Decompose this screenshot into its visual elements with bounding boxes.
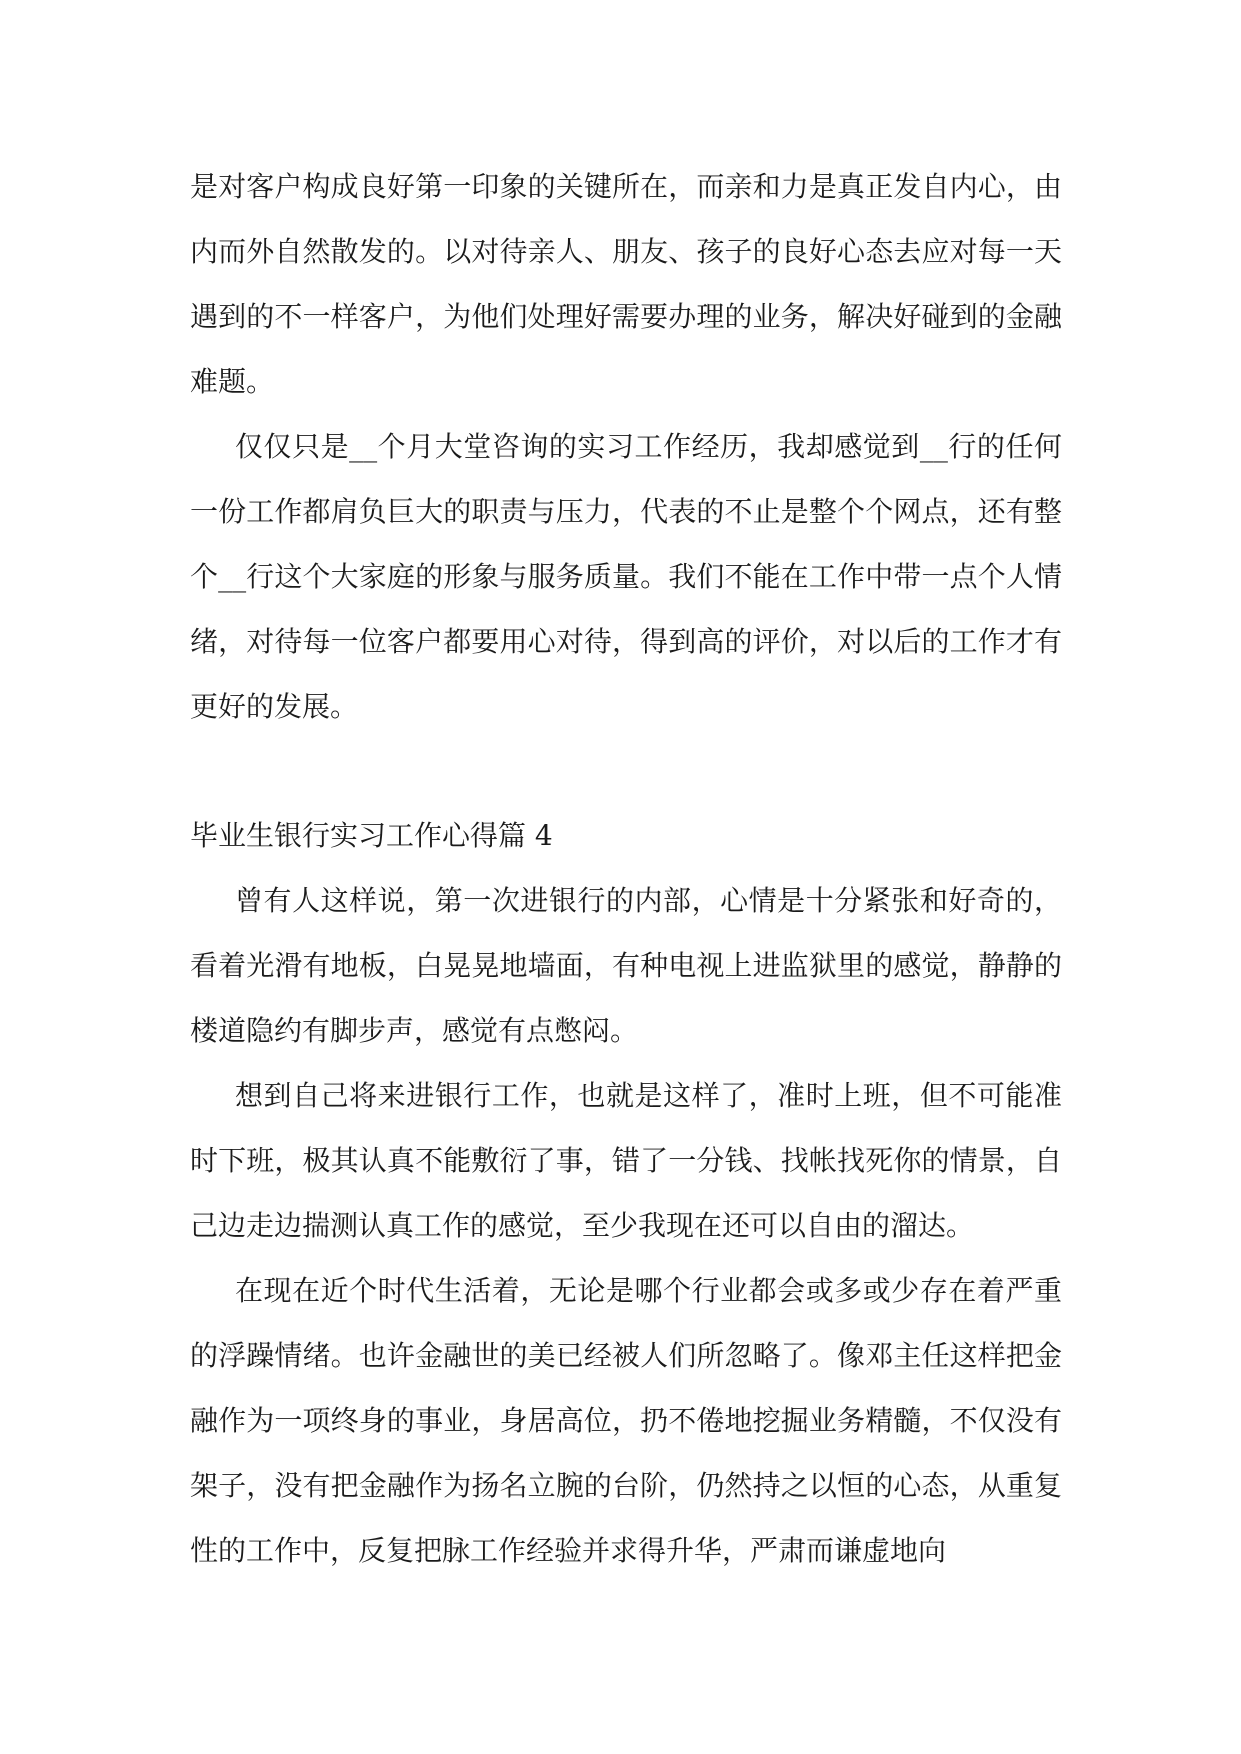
- document-body: [190, 154, 1062, 1583]
- section-heading: 毕业生银行实习工作心得篇 4: [190, 819, 553, 852]
- paragraph-era-reflection: 在现在近个时代生活着，无论是哪个行业都会或多或少存在着严重的浮躁情绪。也许金融世的美已经被人们所忽略了。像邓主任这样把金融作为一项终身的事业，身居高位，扔不倦地挖掘业务精髓，不仅没有架子，没有把金融作为扬名立腕的台阶，仍然持之以恒的心态，从重复性的工作中，反复把脉工作经验并求得升华，严肃而谦虚地向: [190, 1274, 1062, 1567]
- paragraph-future-work: 想到自己将来进银行工作，也就是这样了，准时上班，但不可能准时下班，极其认真不能敷衍了事，错了一分钱、找帐找死你的情景，自己边走边揣测认真工作的感觉，至少我现在还可以自由的溜达。: [190, 1079, 1062, 1242]
- paragraph-first-impression: 曾有人这样说，第一次进银行的内部，心情是十分紧张和好奇的，看着光滑有地板，白晃晃地墙面，有种电视上进监狱里的感觉，静静的楼道隐约有脚步声，感觉有点憋闷。: [190, 884, 1062, 1047]
- paragraph-continued: 是对客户构成良好第一印象的关键所在，而亲和力是真正发自内心，由内而外自然散发的。以对待亲人、朋友、孩子的良好心态去应对每一天遇到的不一样客户，为他们处理好需要办理的业务，解决好碰到的金融难题。: [190, 170, 1062, 398]
- paragraph-internship-summary: 仅仅只是__个月大堂咨询的实习工作经历，我却感觉到__行的任何一份工作都肩负巨大的职责与压力，代表的不止是整个个网点，还有整个__行这个大家庭的形象与服务质量。我们不能在工作中带一点个人情绪，对待每一位客户都要用心对待，得到高的评价，对以后的工作才有更好的发展。: [190, 430, 1062, 723]
